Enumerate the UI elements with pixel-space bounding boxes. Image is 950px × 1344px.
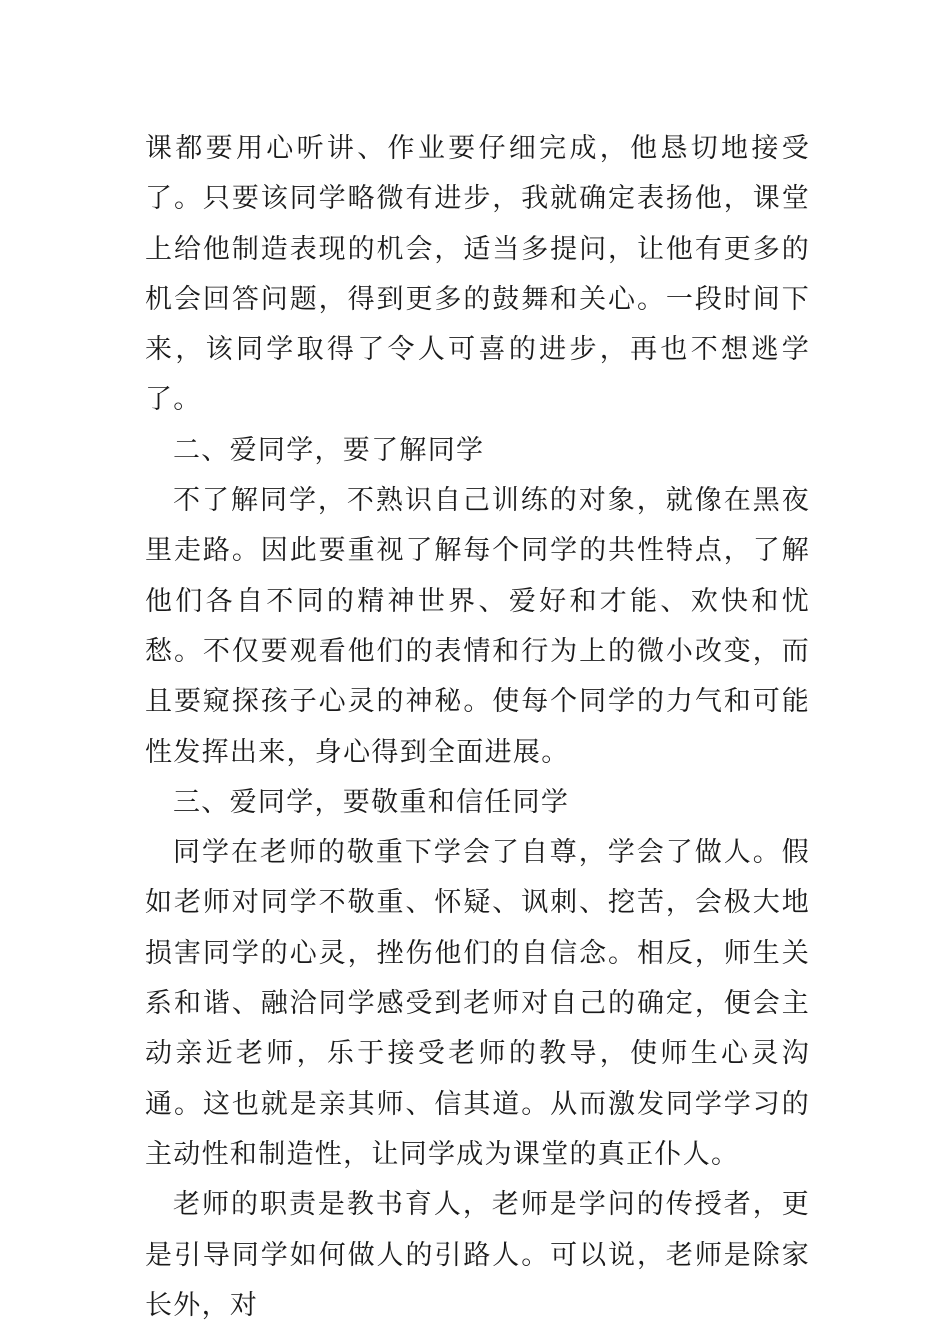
document-body — [145, 124, 810, 1331]
body-paragraph: 同学在老师的敬重下学会了自尊，学会了做人。假如老师对同学不敬重、怀疑、讽刺、挖苦，会极大地损害同学的心灵，挫伤他们的自信念。相反，师生关系和谐、融洽同学感受到老师对自己的确定，便会主动亲近老师，乐于接受老师的教导，使师生心灵沟通。这也就是亲其师、信其道。从而激发同学学习的主动性和制造性，让同学成为课堂的真正仆人。 — [145, 837, 810, 1170]
section-heading: 三、爱同学，要敬重和信任同学 — [173, 786, 570, 818]
section-heading: 二、爱同学，要了解同学 — [173, 434, 485, 466]
body-paragraph: 老师的职责是教书育人，老师是学问的传授者，更是引导同学如何做人的引路人。可以说，老师是除家长外，对 — [145, 1189, 810, 1321]
body-paragraph: 不了解同学，不熟识自己训练的对象，就像在黑夜里走路。因此要重视了解每个同学的共性特点，了解他们各自不同的精神世界、爱好和才能、欢快和忧愁。不仅要观看他们的表情和行为上的微小改变，而且要窥探孩子心灵的神秘。使每个同学的力气和可能性发挥出来，身心得到全面进展。 — [145, 485, 810, 768]
body-paragraph: 课都要用心听讲、作业要仔细完成，他恳切地接受了。只要该同学略微有进步，我就确定表扬他，课堂上给他制造表现的机会，适当多提问，让他有更多的机会回答问题，得到更多的鼓舞和关心。一段时间下来，该同学取得了令人可喜的进步，再也不想逃学了。 — [145, 133, 810, 416]
